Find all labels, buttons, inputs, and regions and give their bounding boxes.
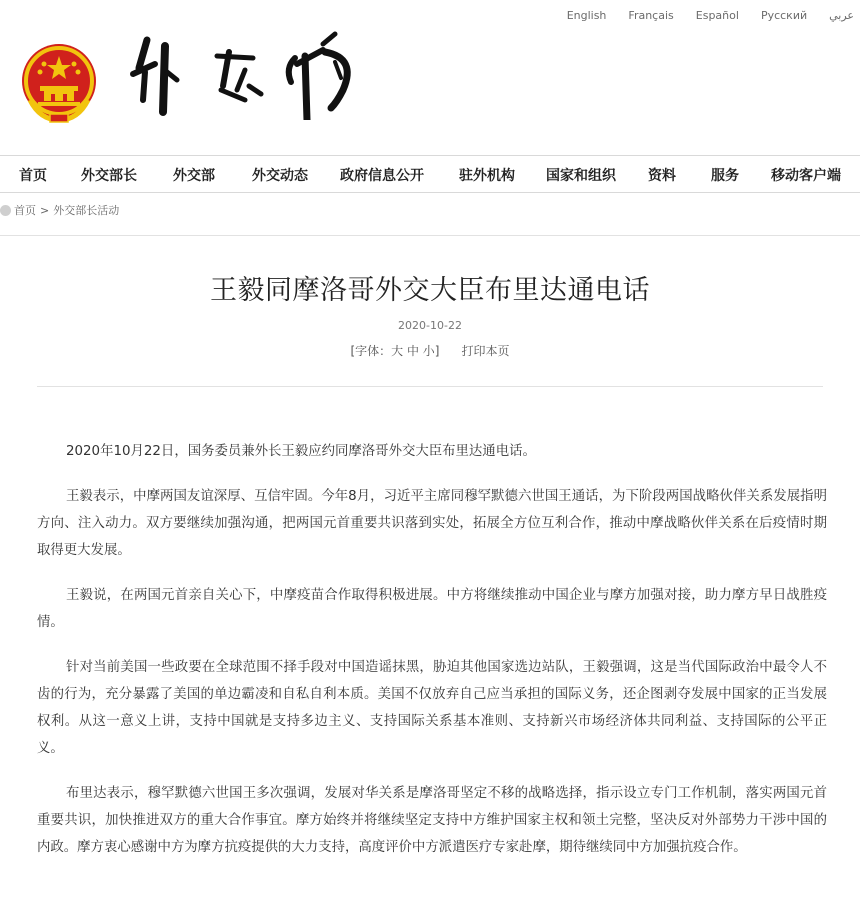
nav-services[interactable]: 服务 (711, 168, 739, 184)
lang-french[interactable]: Français (628, 9, 674, 22)
lang-spanish[interactable]: Español (695, 9, 739, 22)
print-link[interactable]: 打印本页 (461, 344, 510, 358)
calligraphy-logo[interactable] (125, 28, 360, 120)
nav-home[interactable]: 首页 (19, 168, 47, 184)
nav-diplomatic-news[interactable]: 外交动态 (252, 168, 308, 184)
national-emblem-icon[interactable] (20, 42, 98, 124)
lang-arabic[interactable]: عربي (829, 9, 854, 22)
breadcrumb (0, 200, 119, 220)
article-date: 2020-10-22 (398, 319, 462, 332)
article-tools (0, 342, 860, 359)
paragraph: 王毅表示，中摩两国友谊深厚、互信牢固。今年8月，习近平主席同穆罕默德六世国王通话，为下阶段两国战略伙伴关系发展指明方向、注入动力。双方要继续加强沟通，把两国元首重要共识落到实处，拓展全方位互利合作，推动中摩战略伙伴关系在后疫情时期取得更大发展。 (37, 489, 827, 558)
lang-russian[interactable]: Русский (760, 9, 808, 22)
breadcrumb-current[interactable]: 外交部长活动 (53, 204, 120, 217)
home-icon (0, 205, 11, 216)
article-title: 王毅同摩洛哥外交大臣布里达通电话 (210, 275, 650, 306)
lang-english[interactable]: English (566, 9, 607, 22)
divider (0, 235, 860, 236)
paragraph: 王毅说，在两国元首亲自关心下，中摩疫苗合作取得积极进展。中方将继续推动中国企业与摩方加强对接，助力摩方早日战胜疫情。 (37, 588, 827, 630)
nav-foreign-minister[interactable]: 外交部长 (81, 168, 137, 184)
main-nav (0, 155, 860, 193)
article-body (37, 438, 827, 879)
nav-mobile-client[interactable]: 移动客户端 (771, 168, 841, 184)
font-size-control[interactable]: [字体：大 中 小] (350, 344, 440, 358)
nav-ministry[interactable]: 外交部 (173, 168, 215, 184)
paragraph: 布里达表示，穆罕默德六世国王多次强调，发展对华关系是摩洛哥坚定不移的战略选择，指示设立专门工作机制，落实两国元首重要共识，加快推进双方的重大合作事宜。摩方始终并将继续坚定支持中方维护国家主权和领土完整，坚决反对外部势力干涉中国的内政。摩方衷心感谢中方为摩方抗疫提供的大力支持，高度评价中方派遣医疗专家赴摩，期待继续同中方加强抗疫合作。 (37, 786, 827, 855)
paragraph: 2020年10月22日，国务委员兼外长王毅应约同摩洛哥外交大臣布里达通电话。 (66, 444, 536, 459)
site-header (0, 0, 860, 155)
breadcrumb-separator: > (40, 203, 50, 217)
divider (37, 386, 823, 387)
nav-resources[interactable]: 资料 (648, 168, 676, 184)
nav-missions[interactable]: 驻外机构 (459, 168, 515, 184)
paragraph: 针对当前美国一些政要在全球范围不择手段对中国造谣抹黑，胁迫其他国家选边站队，王毅强调，这是当代国际政治中最令人不齿的行为，充分暴露了美国的单边霸凌和自私自利本质。美国不仅放弃自己应当承担的国际义务，还企图剥夺发展中国家的正当发展权利。从这一意义上讲，支持中国就是支持多边主义、支持国际关系基本准则、支持新兴市场经济体共同利益、支持国际的公平正义。 (37, 660, 827, 756)
breadcrumb-home[interactable]: 首页 (14, 204, 36, 217)
nav-countries[interactable]: 国家和组织 (546, 168, 616, 184)
nav-gov-info[interactable]: 政府信息公开 (340, 168, 424, 184)
